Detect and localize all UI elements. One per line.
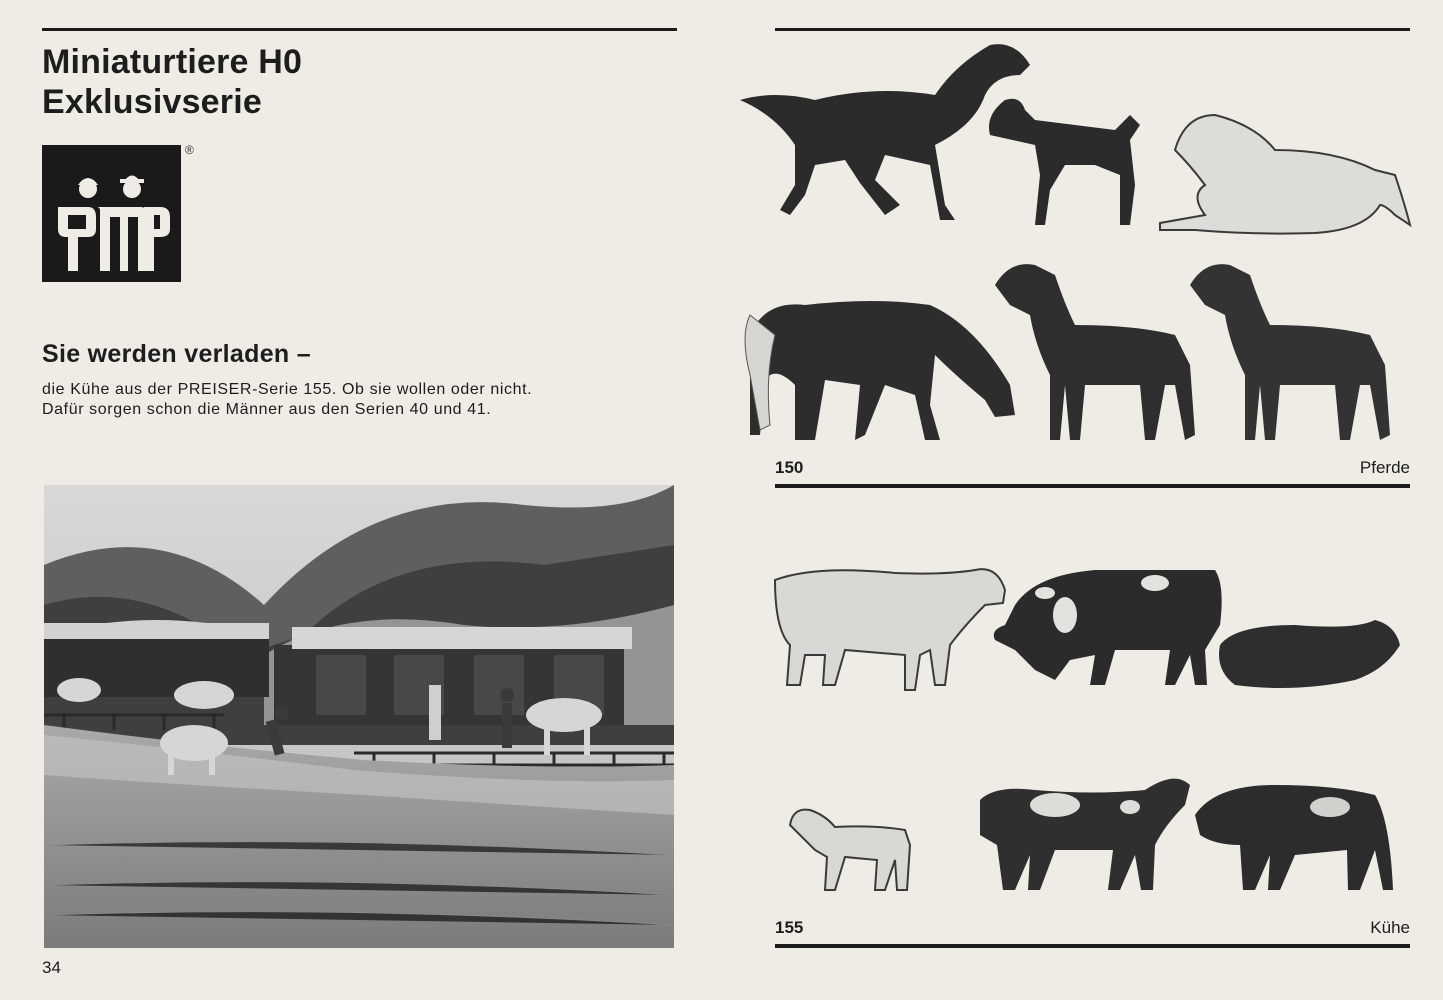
section-label-kuehe: Kühe [1370,918,1410,937]
top-rule-right [775,28,1410,31]
loading-scene-photo [44,485,674,948]
horses-graphic [735,35,1415,450]
photo-graphic [44,485,674,948]
title-line-1: Miniaturtiere H0 [42,43,303,81]
cows-graphic [735,545,1415,905]
pmp-logo-graphic [42,145,181,282]
horses-figures [735,35,1415,450]
section-label-pferde: Pferde [1359,458,1410,477]
page-number: 34 [42,958,61,977]
section-150-rule [775,484,1410,488]
pmp-logo [42,145,181,282]
page-title [42,42,302,122]
article-heading: Sie werden verladen – [42,340,311,368]
paragraph-line-1: die Kühe aus der PREISER-Serie 155. Ob sie wollen oder nicht. [42,381,533,398]
registered-mark: ® [185,143,194,157]
cows-figures [735,545,1415,905]
section-155-rule [775,944,1410,948]
top-rule-left [42,28,677,31]
title-line-2: Exklusivserie [42,83,262,121]
section-number-155: 155 [775,918,804,937]
section-number-150: 150 [775,458,804,477]
paragraph-line-2: Dafür sorgen schon die Männer aus den Serien 40 und 41. [42,401,492,418]
article-paragraph [42,380,677,420]
